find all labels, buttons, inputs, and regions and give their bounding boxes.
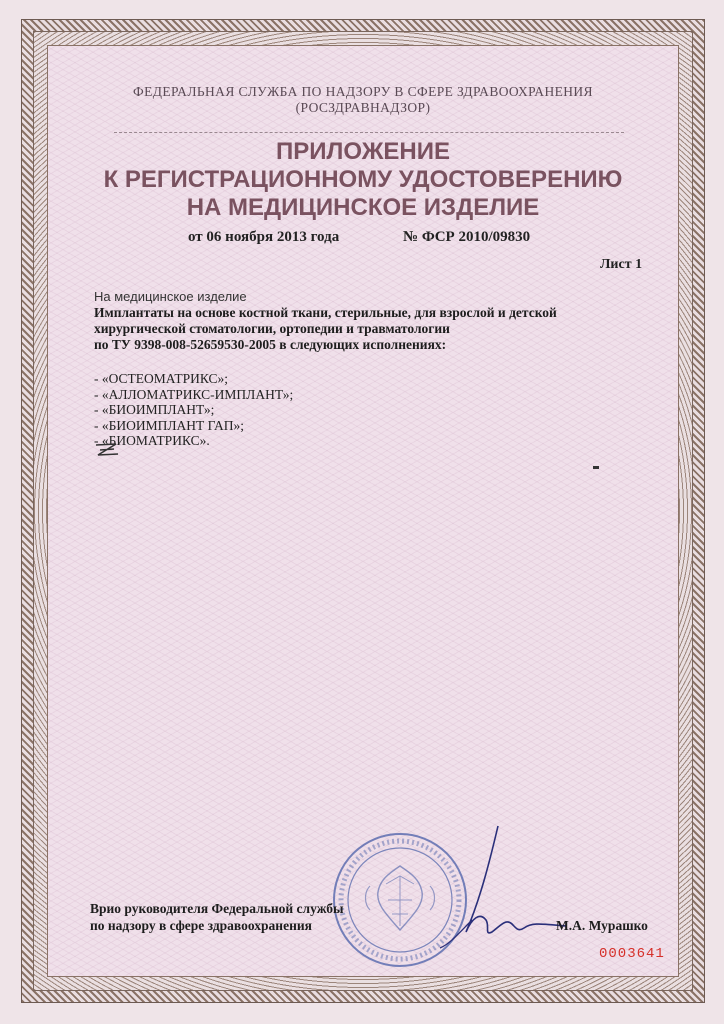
list-item: - «БИОИМПЛАНТ»; (94, 402, 215, 417)
product-line-2: хирургической стоматологии, ортопедии и травматологии (94, 321, 450, 336)
agency-header (48, 84, 678, 116)
title-line-3: НА МЕДИЦИНСКОЕ ИЗДЕЛИЕ (186, 194, 540, 221)
product-line-3: по ТУ 9398-008-52659530-2005 в следующих исполнениях: (94, 337, 447, 352)
product-description (94, 305, 624, 353)
handwritten-signature (420, 820, 570, 950)
registration-number: № ФСР 2010/09830 (403, 229, 531, 245)
product-line-1: Имплантаты на основе костной ткани, стерильные, для взрослой и детской (94, 305, 557, 320)
list-item: - «БИОМАТРИКС». (94, 433, 210, 448)
signer-name: М.А. Мурашко (556, 918, 648, 933)
intro-text: На медицинское изделие (94, 289, 247, 304)
sheet-number: Лист 1 (600, 257, 643, 272)
title-line-2: К РЕГИСТРАЦИОННОМУ УДОСТОВЕРЕНИЮ (103, 166, 623, 193)
list-item: - «АЛЛОМАТРИКС-ИМПЛАНТ»; (94, 386, 294, 402)
ink-mark (593, 466, 599, 469)
title-line-1: ПРИЛОЖЕНИЕ (276, 138, 450, 165)
agency-abbreviation: (РОСЗДРАВНАДЗОР) (295, 100, 431, 115)
serial-number: 0003641 (599, 946, 665, 962)
variant-list (94, 371, 293, 449)
issue-date: от 06 ноября 2013 года (188, 229, 340, 245)
signatory-title (90, 900, 344, 934)
header-divider (114, 132, 624, 133)
agency-name: ФЕДЕРАЛЬНАЯ СЛУЖБА ПО НАДЗОРУ В СФЕРЕ ЗДРАВООХРАНЕНИЯ (133, 84, 593, 99)
signatory-line-2: по надзору в сфере здравоохранения (90, 918, 312, 933)
list-item: - «ОСТЕОМАТРИКС»; (94, 371, 229, 386)
end-of-list-mark (94, 442, 122, 458)
signatory-line-1: Врио руководителя Федеральной службы (90, 901, 344, 916)
document-title (48, 138, 678, 222)
certificate-body (48, 46, 678, 976)
list-item: - «БИОИМПЛАНТ ГАП»; (94, 417, 244, 433)
